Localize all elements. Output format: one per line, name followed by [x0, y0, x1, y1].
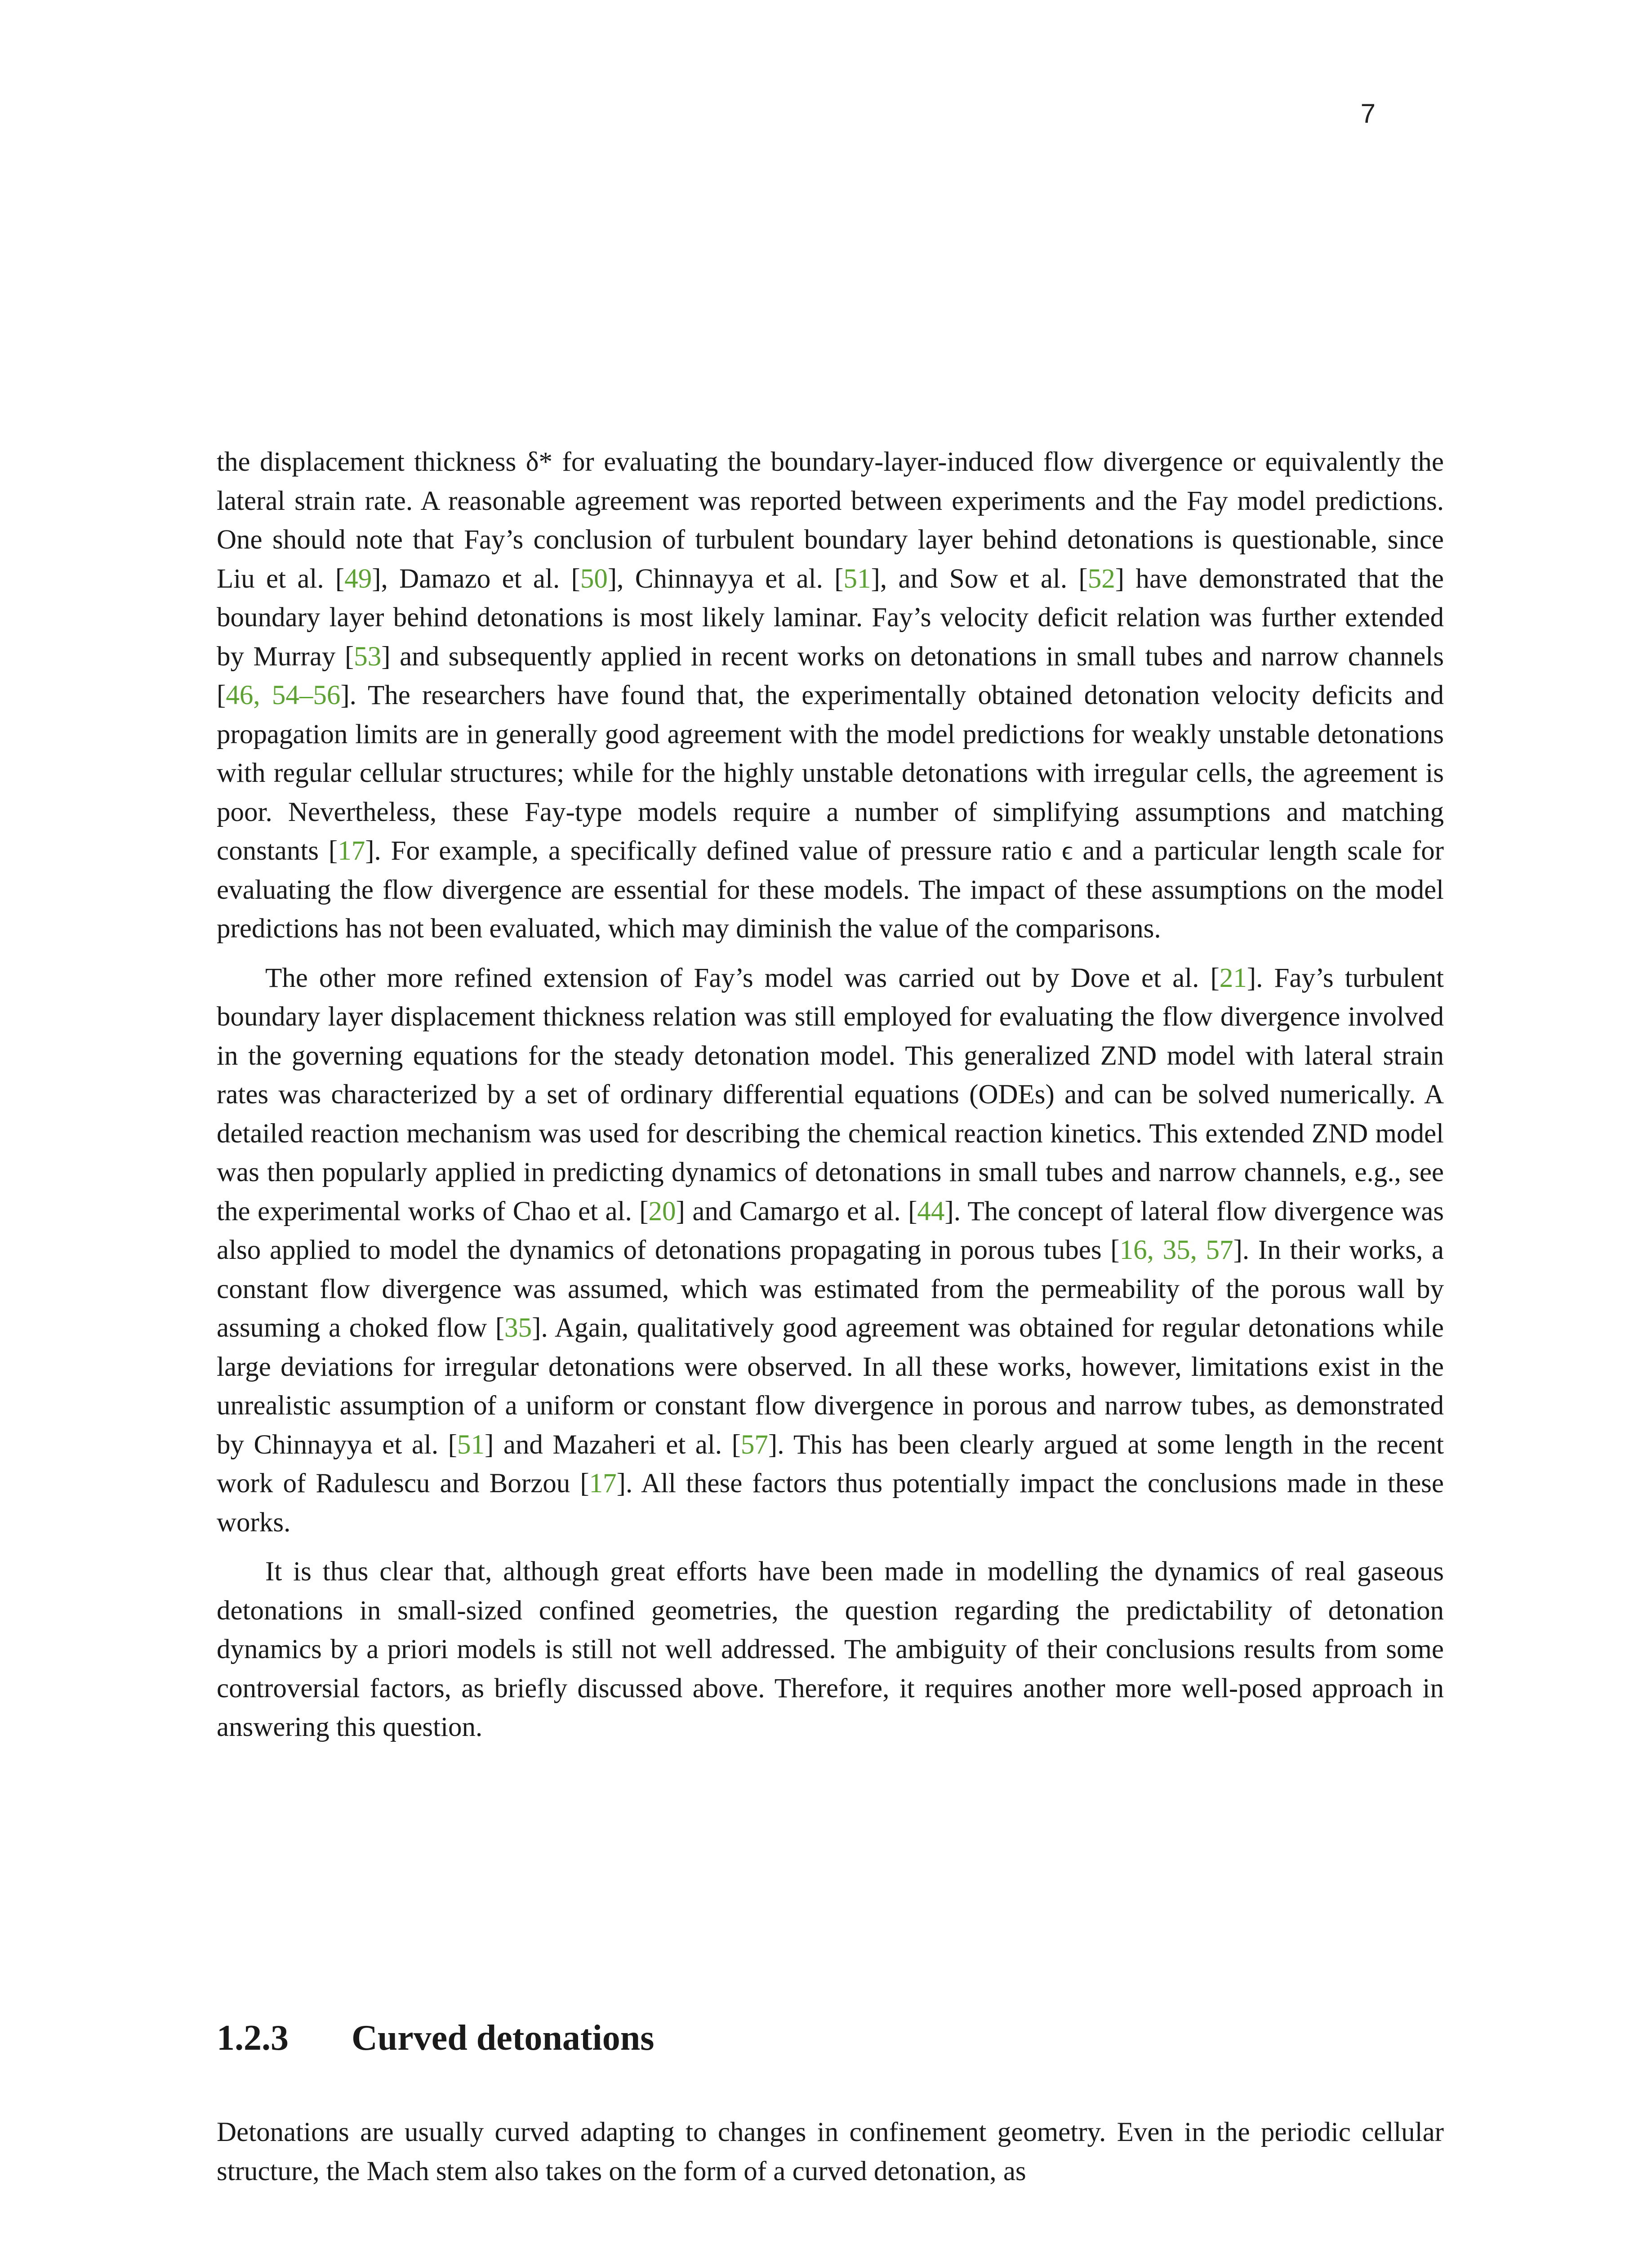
body-text	[217, 443, 1444, 1747]
citation-link[interactable]: 51	[843, 563, 871, 594]
citation-link[interactable]: 17	[338, 836, 365, 866]
page-number: 7	[1360, 98, 1376, 129]
section-body	[217, 2113, 1444, 2191]
citation-link[interactable]: 20	[648, 1196, 676, 1227]
section-heading	[217, 2018, 654, 2059]
paragraph-3: It is thus clear that, although great efforts have been made in modelling the dynamics of real gaseous detonations in small-sized confined geometries, the question regarding the predictability of detonation dynamics by a priori models is still not well addressed. The ambiguity of their conclusions results from some controversial factors, as briefly discussed above. Therefore, it requires another more well-posed approach in answering this question.	[217, 1557, 1444, 1742]
citation-link[interactable]: 16, 35, 57	[1119, 1235, 1233, 1265]
paragraph-1: the displacement thickness δ* for evaluating the boundary-layer-induced flow divergence or equivalently the lateral strain rate. A reasonable agreement was reported between experiments and the Fay model predictions. One should note that Fay’s conclusion of turbulent boundary layer behind detonations is questionable, since Liu et al. [49], Damazo et al. [50], Chinnayya et al. [51], and Sow et al. [52] have demonstrated that the boundary layer behind detonations is most likely laminar. Fay’s velocity deficit relation was further extended by Murray [53] and subsequently applied in recent works on detonations in small tubes and narrow channels [46, 54–56]. The researchers have found that, the experimentally obtained detonation velocity deficits and propagation limits are in generally good agreement with the model predictions for weakly unstable detonations with regular cellular structures; while for the highly unstable detonations with irregular cells, the agreement is poor. Nevertheless, these Fay-type models require a number of simplifying assumptions and matching constants [17]. For example, a specifically defined value of pressure ratio ϵ and a particular length scale for evaluating the flow divergence are essential for these models. The impact of these assumptions on the model predictions has not been evaluated, which may diminish the value of the comparisons.	[217, 447, 1444, 944]
citation-link[interactable]: 46, 54–56	[226, 680, 341, 710]
section-paragraph: Detonations are usually curved adapting to changes in confinement geometry. Even in the periodic cellular structure, the Mach stem also takes on the form of a curved detonation, as	[217, 2117, 1444, 2186]
citation-link[interactable]: 52	[1087, 563, 1115, 594]
citation-link[interactable]: 57	[740, 1429, 768, 1460]
section-title: Curved detonations	[352, 2018, 655, 2058]
paragraph-2: The other more refined extension of Fay’s model was carried out by Dove et al. [21]. Fay’s turbulent boundary layer displacement thickness relation was still employed for evaluating the flow divergence involved in the governing equations for the steady detonation model. This generalized ZND model with lateral strain rates was characterized by a set of ordinary differential equations (ODEs) and can be solved numerically. A detailed reaction mechanism was used for describing the chemical reaction kinetics. This extended ZND model was then popularly applied in predicting dynamics of detonations in small tubes and narrow channels, e.g., see the experimental works of Chao et al. [20] and Camargo et al. [44]. The concept of lateral flow divergence was also applied to model the dynamics of detonations propagating in porous tubes [16, 35, 57]. In their works, a constant flow divergence was assumed, which was estimated from the permeability of the porous wall by assuming a choked flow [35]. Again, qualitatively good agreement was obtained for regular detonations while large deviations for irregular detonations were observed. In all these works, however, limitations exist in the unrealistic assumption of a uniform or constant flow divergence in porous and narrow tubes, as demonstrated by Chinnayya et al. [51] and Mazaheri et al. [57]. This has been clearly argued at some length in the recent work of Radulescu and Borzou [17]. All these factors thus potentially impact the conclusions made in these works.	[217, 963, 1444, 1538]
section-number: 1.2.3	[217, 2018, 289, 2058]
citation-link[interactable]: 21	[1219, 963, 1247, 993]
citation-link[interactable]: 44	[917, 1196, 945, 1227]
citation-link[interactable]: 17	[589, 1468, 617, 1499]
citation-link[interactable]: 35	[504, 1313, 532, 1343]
citation-link[interactable]: 51	[457, 1429, 485, 1460]
citation-link[interactable]: 50	[580, 563, 608, 594]
citation-link[interactable]: 49	[344, 563, 372, 594]
citation-link[interactable]: 53	[354, 641, 382, 672]
